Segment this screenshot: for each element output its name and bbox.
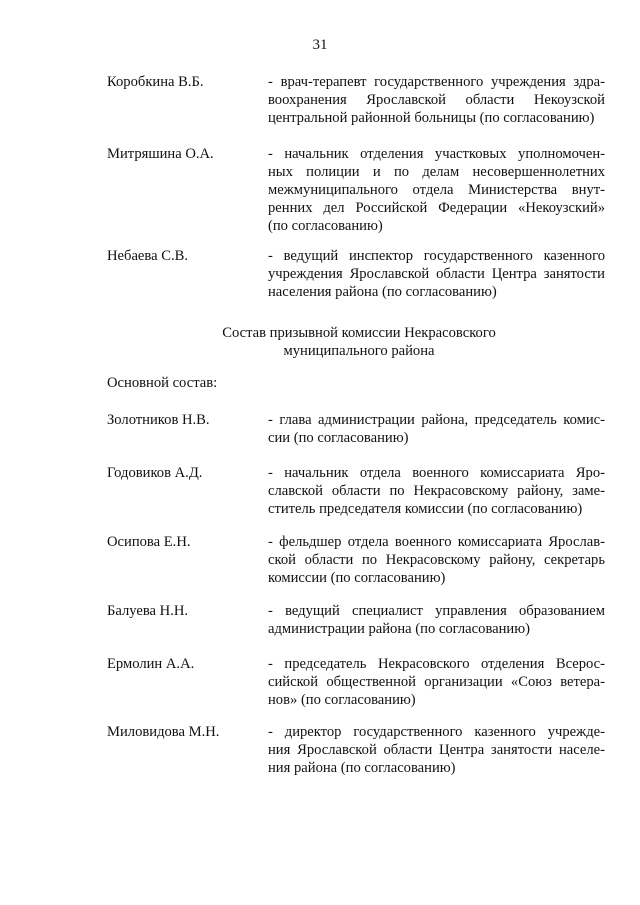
member-name: Ермолин А.А. [107,656,195,672]
role-line: населения района (по согласованию) [268,284,497,300]
role-line: ренних дел Российской Федерации «Некоузский» [268,200,605,216]
role-line: - директор государственного казенного учрежде- [268,724,605,740]
role-line: межмуниципального отдела Министерства внут- [268,182,605,198]
member-role [268,247,605,301]
role-line: сийской общественной организации «Союз ветера- [268,674,605,690]
member-name: Годовиков А.Д. [107,465,203,481]
member-name: Балуева Н.Н. [107,603,189,619]
member-name: Небаева С.В. [107,248,188,264]
section-title-line: Состав призывной комиссии Некрасовского [222,325,496,341]
role-line: - начальник отделения участковых уполномочен- [268,146,605,162]
member-role [268,655,605,709]
member-name: Миловидова М.Н. [107,724,220,740]
member-name: Осипова Е.Н. [107,534,191,550]
role-line: ститель председателя комиссии (по согласованию) [268,501,583,517]
role-line: - глава администрации района, председатель комис- [268,412,605,428]
role-line: - ведущий инспектор государственного казенного [268,248,605,264]
role-line: (по согласованию) [268,218,383,234]
role-line: сии (по согласованию) [268,430,409,446]
role-line: - ведущий специалист управления образованием [268,603,605,619]
member-role [268,723,605,777]
role-line: учреждения Ярославской области Центра занятости [268,266,605,282]
role-line: ния района (по согласованию) [268,760,456,776]
role-line: комиссии (по согласованию) [268,570,446,586]
role-line: - фельдшер отдела военного комиссариата Ярослав- [268,534,605,550]
role-line: ния Ярославской области Центра занятости населе- [268,742,605,758]
role-line: администрации района (по согласованию) [268,621,530,637]
member-role [268,145,605,235]
role-line: - начальник отдела военного комиссариата Яро- [268,465,605,481]
member-role [268,533,605,587]
role-line: ской области по Некрасовскому району, секретарь [268,552,605,568]
role-line: - председатель Некрасовского отделения Всерос- [268,656,605,672]
member-role [268,464,605,518]
page-number: 31 [312,37,328,53]
main-composition-label: Основной состав: [107,375,218,391]
member-name: Коробкина В.Б. [107,74,204,90]
role-line: ных полиции и по делам несовершеннолетних [268,164,605,180]
role-line: центральной районной больницы (по согласованию) [268,110,595,126]
role-line: - врач-терапевт государственного учреждения здра- [268,74,605,90]
role-line: нов» (по согласованию) [268,692,416,708]
member-name: Золотников Н.В. [107,412,210,428]
role-line: воохранения Ярославской области Некоузской [268,92,605,108]
section-title-line: муниципального района [283,343,435,359]
section-title [0,324,640,360]
member-role [268,602,605,638]
role-line: славской области по Некрасовскому району, заме- [268,483,605,499]
member-name: Митряшина О.А. [107,146,214,162]
member-role [268,73,605,127]
member-role [268,411,605,447]
